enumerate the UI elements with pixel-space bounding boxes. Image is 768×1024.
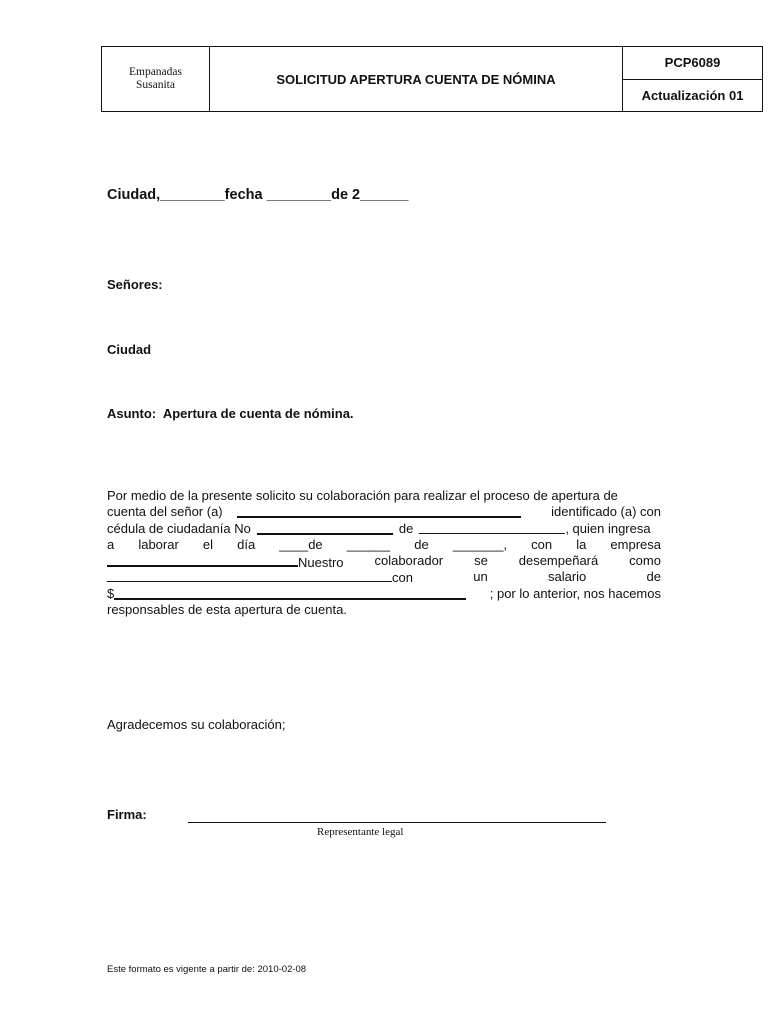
paragraph-line-4 <box>107 537 661 553</box>
request-paragraph <box>107 488 661 618</box>
paragraph-word: a <box>107 536 115 552</box>
salary-blank[interactable] <box>114 586 466 600</box>
paragraph-word: desempeñará <box>518 553 599 569</box>
paragraph-line-1 <box>107 488 661 504</box>
paragraph-word: de <box>414 536 429 552</box>
currency-symbol: $ <box>107 585 115 601</box>
date-line: Ciudad,________fecha ________de 2______ <box>107 187 409 203</box>
start-month-blank[interactable]: ______ <box>346 536 391 552</box>
document-version: Actualización 01 <box>641 87 744 103</box>
document-code: PCP6089 <box>623 47 762 80</box>
paragraph-word: con <box>531 536 553 552</box>
paragraph-word: el <box>202 536 214 552</box>
paragraph-line-6 <box>107 569 661 585</box>
paragraph-word: como <box>629 553 661 569</box>
paragraph-word: de <box>646 569 661 585</box>
salutation: Señores: <box>107 277 163 292</box>
company-blank-group <box>107 553 344 569</box>
paragraph-text: Por medio de la presente solicito su colaboración para realizar el proceso de apertura de <box>107 488 618 503</box>
id-number-blank[interactable] <box>257 521 393 535</box>
subject-line: Asunto: Apertura de cuenta de nómina. <box>107 406 354 421</box>
paragraph-word: la <box>576 536 587 552</box>
paragraph-line-3 <box>107 521 661 537</box>
start-year-blank[interactable]: _______, <box>452 536 508 552</box>
validity-note: Este formato es vigente a partir de: 2010-02-08 <box>107 964 307 975</box>
id-issued-blank[interactable] <box>419 521 565 534</box>
paragraph-word: un <box>473 569 488 585</box>
paragraph-word: laborar <box>138 536 179 552</box>
paragraph-word: empresa <box>610 536 661 552</box>
paragraph-line-7 <box>107 586 661 602</box>
city-label: Ciudad <box>107 342 152 357</box>
paragraph-line-5 <box>107 553 661 569</box>
signature-line[interactable] <box>188 822 606 823</box>
paragraph-text: , quien ingresa <box>565 520 651 536</box>
paragraph-text: de <box>398 520 414 536</box>
paragraph-word: salario <box>547 569 587 585</box>
paragraph-word: día <box>237 536 256 552</box>
start-day-blank[interactable]: ____de <box>279 536 323 552</box>
signature-caption: Representante legal <box>317 826 404 838</box>
paragraph-text: ; por lo anterior, nos hacemos <box>489 585 661 601</box>
signature-label: Firma: <box>107 807 147 822</box>
paragraph-word: con <box>392 570 413 586</box>
company-name <box>102 47 210 111</box>
position-blank[interactable] <box>107 569 392 582</box>
paragraph-line-2 <box>107 504 661 520</box>
paragraph-text: responsables de esta apertura de cuenta. <box>107 602 347 618</box>
paragraph-line-8 <box>107 602 661 618</box>
company-name-line1: Empanadas <box>128 66 182 78</box>
paragraph-word: Nuestro <box>298 555 344 571</box>
document-title: SOLICITUD APERTURA CUENTA DE NÓMINA <box>210 47 623 111</box>
document-codes <box>623 47 762 111</box>
thanks-line: Agradecemos su colaboración; <box>107 717 286 732</box>
paragraph-text: identificado (a) con <box>551 504 661 520</box>
employee-name-blank[interactable] <box>237 504 521 518</box>
position-blank-group <box>107 569 413 585</box>
company-blank[interactable] <box>107 553 298 567</box>
document-header <box>101 46 763 112</box>
paragraph-text: cédula de ciudadanía No <box>107 520 251 536</box>
company-name-line2: Susanita <box>136 79 175 91</box>
paragraph-word: se <box>474 553 488 569</box>
paragraph-word: colaborador <box>374 553 444 569</box>
paragraph-text: cuenta del señor (a) <box>107 504 223 520</box>
